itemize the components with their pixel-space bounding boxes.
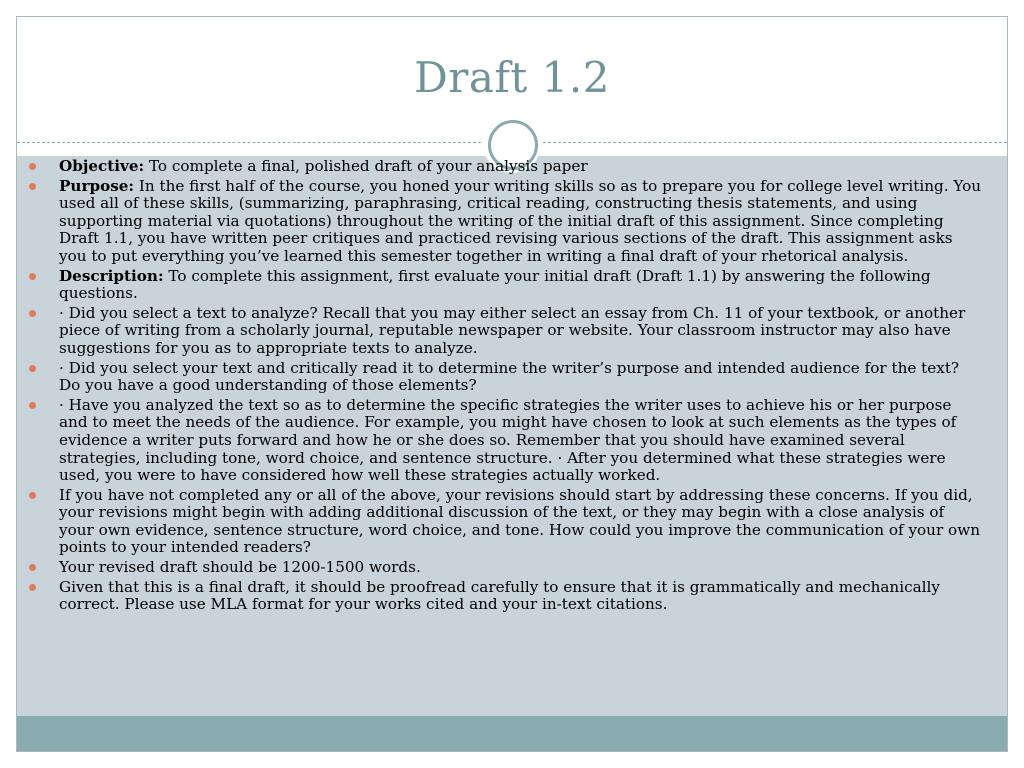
bullet-item [28,268,982,303]
bullet-lead: Description: [59,266,164,285]
footer-bar [17,716,1007,751]
bullet-item [28,158,982,176]
bullet-text: · Have you analyzed the text so as to determine the specific strategies the writer uses to achieve his or her purpose and to meet the needs of the audience. For example, you might have chosen to look at such elements as the types of evidence a writer puts forward and how he or she does so. Remember that you should have examined several strategies, including tone, word choice, and sentence structure. · After you determined what these strategies were used, you were to have considered how well these strategies actually worked. [59,395,957,485]
bullet-dot-icon [29,273,36,280]
bullet-text: Your revised draft should be 1200-1500 words. [59,558,421,577]
slide-title: Draft 1.2 [414,53,610,102]
bullet-text: If you have not completed any or all of the above, your revisions should start by addressing these concerns. If you did, your revisions might begin with adding additional discussion of the text, or they may begin with a close analysis of your own evidence, sentence structure, word choice, and tone. How could you improve the communication of your own points to your intended readers? [59,485,980,557]
bullet-lead: Purpose: [59,176,135,195]
bullet-dot-icon [29,310,36,317]
bullet-list [28,158,982,616]
bullet-item [28,559,982,577]
bullet-dot-icon [29,492,36,499]
bullet-lead: Objective: [59,157,145,175]
bullet-item [28,178,982,266]
bullet-item [28,579,982,614]
bullet-text: · Did you select your text and critically read it to determine the writer’s purpose and intended audience for the text? Do you have a good understanding of those elements? [59,358,960,395]
bullet-text: To complete this assignment, first evaluate your initial draft (Draft 1.1) by answering the following questions. [59,266,931,303]
bullet-dot-icon [29,584,36,591]
bullet-text: In the first half of the course, you honed your writing skills so as to prepare you for college level writing. You used all of these skills, (summarizing, paraphrasing, critical reading, constructing thesis statements, and using supporting material via quotations) throughout the writing of the initial draft of this assignment. Since completing Draft 1.1, you have written peer critiques and practiced revising various sections of the draft. This assignment asks you to put everything you’ve learned this semester together in writing a final draft of your rhetorical analysis. [59,176,982,265]
bullet-text: To complete a final, polished draft of your analysis paper [144,157,588,175]
bullet-dot-icon [29,402,36,409]
bullet-item [28,397,982,485]
bullet-text: · Did you select a text to analyze? Recall that you may either select an essay from Ch. 11 of your textbook, or another piece of writing from a scholarly journal, reputable newspaper or website. Your classroom instructor may also have suggestions for you as to appropriate texts to analyze. [59,303,966,357]
bullet-dot-icon [29,564,36,571]
bullet-dot-icon [29,163,36,170]
bullet-dot-icon [29,365,36,372]
bullet-text: Given that this is a final draft, it should be proofread carefully to ensure that it is grammatically and mechanically correct. Please use MLA format for your works cited and your in-text citations. [59,577,940,614]
bullet-item [28,487,982,557]
bullet-item [28,360,982,395]
bullet-item [28,305,982,358]
bullet-dot-icon [29,183,36,190]
